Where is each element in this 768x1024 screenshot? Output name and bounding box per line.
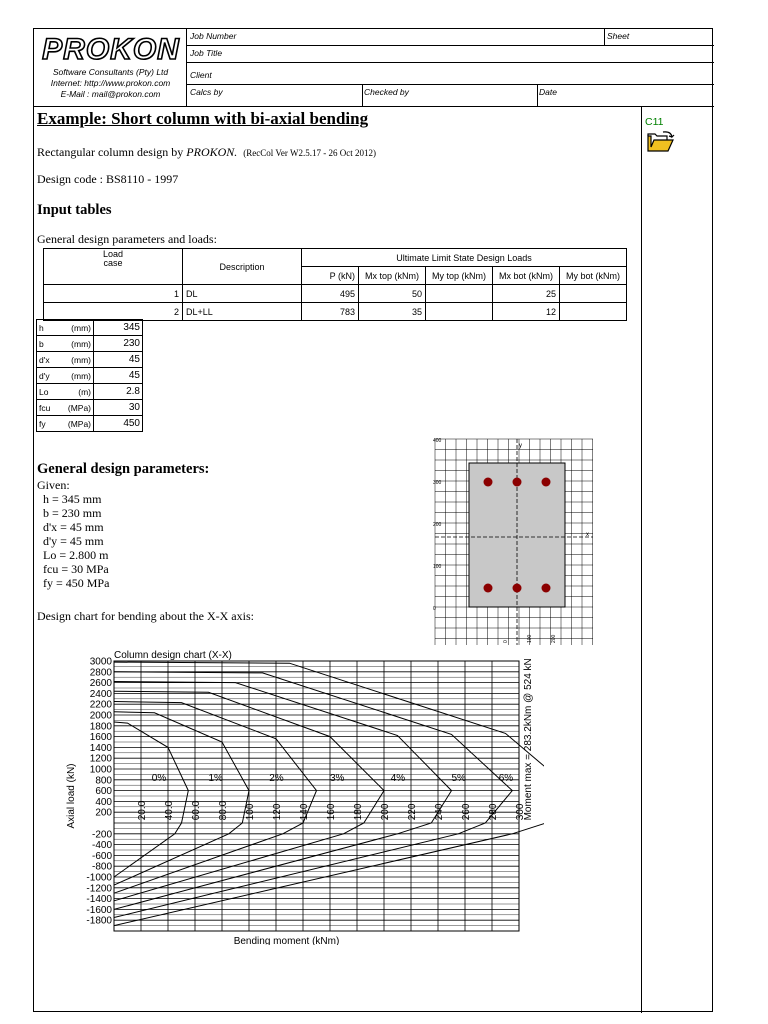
client-row xyxy=(187,68,714,85)
param-row xyxy=(37,336,143,352)
x-tick-label: 280 xyxy=(488,803,499,821)
series-line xyxy=(114,702,317,894)
series-line xyxy=(114,662,544,926)
param-value: 230 xyxy=(94,336,143,352)
x-tick-label: 300 xyxy=(515,803,526,821)
given-lo: Lo = 2.800 m xyxy=(43,548,109,562)
x-tick-label: 100 xyxy=(245,803,256,821)
param-row xyxy=(37,384,143,400)
y-tick-label: -800 xyxy=(91,861,112,873)
y-tick-label: 0 xyxy=(433,606,436,612)
y-tick-label: 2600 xyxy=(89,678,112,690)
y-tick-label: 400 xyxy=(433,438,442,444)
column-design-chart xyxy=(64,645,544,945)
param-unit: (mm) xyxy=(71,338,91,349)
y-tick-label: 1600 xyxy=(89,732,112,744)
job-title-row xyxy=(187,46,714,63)
series-line xyxy=(114,712,249,885)
param-name: fcu xyxy=(39,402,51,413)
version-text: (RecCol Ver W2.5.17 - 26 Oct 2012) xyxy=(243,148,376,158)
job-number-label: Job Number xyxy=(190,31,237,41)
y-tick-label: 200 xyxy=(433,522,442,528)
job-number-row xyxy=(187,29,714,46)
param-unit: (MPa) xyxy=(67,402,91,413)
x-tick-label: 80.0 xyxy=(218,800,229,821)
param-value: 45 xyxy=(94,352,143,368)
param-row xyxy=(37,416,143,432)
company-block xyxy=(34,29,187,107)
x-tick-label: 240 xyxy=(434,803,445,821)
given-dx: d'x = 45 mm xyxy=(43,520,104,534)
param-unit: (mm) xyxy=(71,322,91,333)
moment-max-label: Moment max = 283.2kNm @ 524 kN xyxy=(523,658,534,821)
given-dy: d'y = 45 mm xyxy=(43,534,104,548)
series-label: 1% xyxy=(208,772,223,784)
input-tables-heading: Input tables xyxy=(37,202,112,218)
y-tick-label: 1400 xyxy=(89,742,112,754)
x-tick-label: 100 xyxy=(527,634,533,643)
y-tick-label: -600 xyxy=(91,850,112,862)
checked-by-label: Checked by xyxy=(364,87,409,97)
job-title-label: Job Title xyxy=(190,48,223,58)
table-row: 1 DL 495 50 25 xyxy=(44,285,627,303)
param-unit: (m) xyxy=(78,386,91,397)
param-name: h xyxy=(39,322,44,333)
param-name: b xyxy=(39,338,44,349)
page-title: Example: Short column with bi-axial bending xyxy=(37,109,369,128)
params-table xyxy=(36,319,143,432)
col-header-p: P (kN) xyxy=(302,267,359,285)
calcs-row xyxy=(187,85,714,107)
y-tick-label: 100 xyxy=(433,564,442,570)
given-block xyxy=(37,478,109,590)
prokon-logo xyxy=(37,33,185,65)
margin-column-divider xyxy=(641,107,642,1013)
y-tick-label: 1200 xyxy=(89,753,112,765)
calcs-by-label: Calcs by xyxy=(190,87,223,97)
y-tick-label: -400 xyxy=(91,840,112,852)
param-row xyxy=(37,400,143,416)
series-label: 5% xyxy=(451,772,466,784)
gen-params-heading: General design parameters: xyxy=(37,461,210,477)
y-tick-label: 600 xyxy=(95,786,112,798)
svg-text:PROKON: PROKON xyxy=(42,33,180,65)
rebar xyxy=(513,584,522,593)
given-fcu: fcu = 30 MPa xyxy=(43,562,109,576)
axis-y-label: y xyxy=(519,443,522,449)
series-label: 2% xyxy=(269,772,284,784)
rebar xyxy=(484,584,493,593)
x-tick-label: 260 xyxy=(461,803,472,821)
axis-x-label: x xyxy=(586,532,589,538)
date-label: Date xyxy=(539,87,557,97)
y-tick-label: -200 xyxy=(91,829,112,841)
rebar xyxy=(484,478,493,487)
y-tick-label: 400 xyxy=(95,796,112,808)
series-label: 3% xyxy=(330,772,345,784)
x-tick-label: 60.0 xyxy=(191,800,202,821)
given-h: h = 345 mm xyxy=(43,492,102,506)
given-label: Given: xyxy=(37,478,70,492)
y-tick-label: -1600 xyxy=(86,904,112,916)
open-folder-icon[interactable] xyxy=(646,130,676,154)
x-tick-label: 180 xyxy=(353,803,364,821)
company-name: Software Consultants (Pty) Ltd xyxy=(52,67,169,77)
company-email: E-Mail : mail@prokon.com xyxy=(60,89,161,99)
col-header-mybot: My bot (kNm) xyxy=(560,267,627,285)
y-tick-label: -1400 xyxy=(86,894,112,906)
col-header-mxtop: Mx top (kNm) xyxy=(359,267,426,285)
param-value: 450 xyxy=(94,416,143,432)
column-section-sketch xyxy=(431,437,597,649)
col-header-loadcase: Load case xyxy=(44,249,183,285)
param-row xyxy=(37,320,143,336)
param-value: 30 xyxy=(94,400,143,416)
col-header-mytop: My top (kNm) xyxy=(426,267,493,285)
given-b: b = 230 mm xyxy=(43,506,102,520)
x-tick-label: 40.0 xyxy=(164,800,175,821)
sheet-label: Sheet xyxy=(607,31,630,41)
y-tick-label: 2800 xyxy=(89,667,112,679)
rebar xyxy=(542,478,551,487)
x-tick-label: 0 xyxy=(503,640,509,643)
design-code: Design code : BS8110 - 1997 xyxy=(37,172,179,186)
y-tick-label: -1000 xyxy=(86,872,112,884)
y-tick-label: 200 xyxy=(95,807,112,819)
col-header-mxbot: Mx bot (kNm) xyxy=(493,267,560,285)
series-line xyxy=(114,672,512,918)
series-label: 0% xyxy=(151,772,167,784)
param-unit: (MPa) xyxy=(67,418,91,429)
x-tick-label: 160 xyxy=(326,803,337,821)
intro-line: Rectangular column design by PROKON. (RecCol Ver W2.5.17 - 26 Oct 2012) xyxy=(37,145,376,159)
y-axis-label: Axial load (kN) xyxy=(66,763,77,829)
y-tick-label: 3000 xyxy=(89,656,112,668)
y-tick-label: 1000 xyxy=(89,764,112,776)
chart-caption: Design chart for bending about the X-X axis: xyxy=(37,609,254,623)
loads-table xyxy=(43,248,627,321)
param-name: fy xyxy=(39,418,46,429)
x-tick-label: 120 xyxy=(272,803,283,821)
series-line xyxy=(114,722,188,877)
param-name: Lo xyxy=(39,386,49,397)
rebar xyxy=(513,478,522,487)
x-axis-label: Bending moment (kNm) xyxy=(233,936,340,945)
y-tick-label: 2400 xyxy=(89,688,112,700)
chart-title: Column design chart (X-X) xyxy=(114,650,232,661)
given-fy: fy = 450 MPa xyxy=(43,576,110,590)
param-unit: (mm) xyxy=(71,370,91,381)
calc-sheet xyxy=(33,28,713,1012)
table-row: 2 DL+LL 783 35 12 xyxy=(44,303,627,321)
y-tick-label: 2200 xyxy=(89,699,112,711)
y-tick-label: -1800 xyxy=(86,915,112,927)
param-name: d'x xyxy=(39,354,50,365)
param-row xyxy=(37,368,143,384)
y-tick-label: 1800 xyxy=(89,721,112,733)
param-name: d'y xyxy=(39,370,50,381)
param-value: 45 xyxy=(94,368,143,384)
param-row xyxy=(37,352,143,368)
loads-caption: General design parameters and loads: xyxy=(37,232,217,246)
client-label: Client xyxy=(190,70,212,80)
x-tick-label: 200 xyxy=(551,634,557,643)
x-tick-label: 200 xyxy=(380,803,391,821)
brand-name: PROKON. xyxy=(186,145,238,159)
y-tick-label: -1200 xyxy=(86,883,112,895)
series-label: 4% xyxy=(390,772,406,784)
y-tick-label: 300 xyxy=(433,480,442,486)
param-unit: (mm) xyxy=(71,354,91,365)
y-tick-label: 800 xyxy=(95,775,112,787)
company-internet: Internet: http://www.prokon.com xyxy=(50,78,171,88)
col-header-description: Description xyxy=(183,249,302,285)
series-label: 6% xyxy=(498,772,514,784)
col-header-group: Ultimate Limit State Design Loads xyxy=(302,249,627,267)
param-value: 345 xyxy=(94,320,143,336)
section-code: C11 xyxy=(645,116,664,128)
x-tick-label: 20.0 xyxy=(137,800,148,821)
param-value: 2.8 xyxy=(94,384,143,400)
x-tick-label: 140 xyxy=(299,803,310,821)
y-tick-label: 2000 xyxy=(89,710,112,722)
x-tick-label: 220 xyxy=(407,803,418,821)
rebar xyxy=(542,584,551,593)
